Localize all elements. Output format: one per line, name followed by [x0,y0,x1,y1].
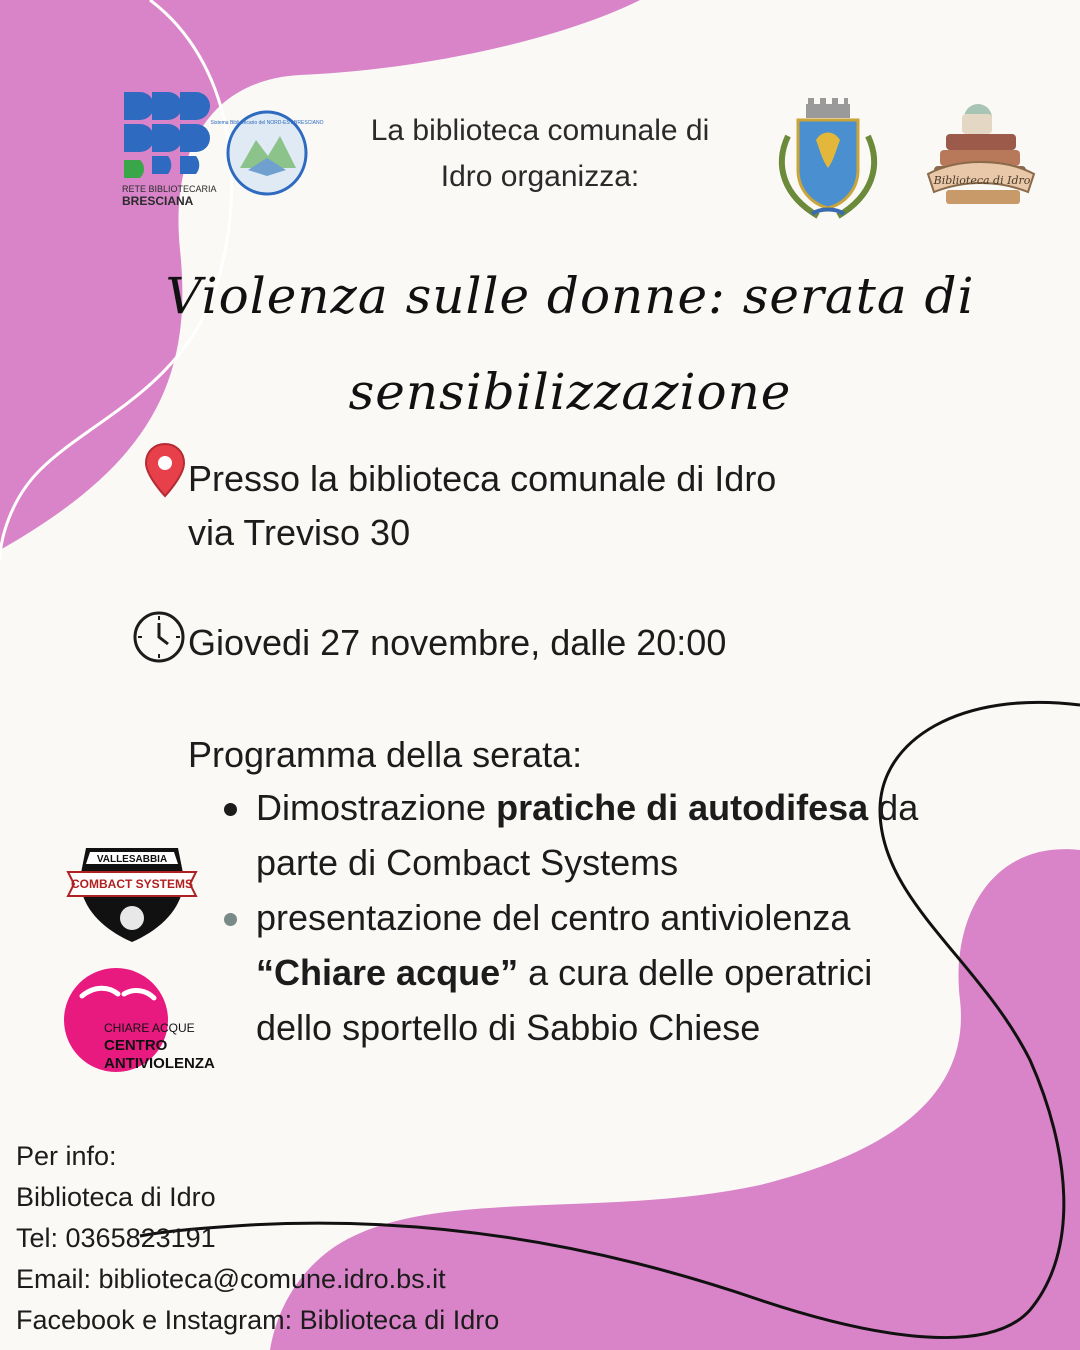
program-item-2-bold: “Chiare acque” [256,952,519,993]
clock-icon [132,610,186,664]
program-item-2-pre: presentazione del centro antiviolenza [256,897,851,938]
comune-crest-logo [768,96,888,228]
biblioteca-idro-logo [922,94,1040,218]
sistema-logo-text: Sistema Bibliotecario del NORD-EST BRESCIANO [210,120,324,126]
program-item-1-bold: pratiche di autodifesa [496,787,869,828]
program-item-1-post: da parte di Combact Systems [256,787,919,883]
chiare-line-3: ANTIVIOLENZA [104,1055,215,1072]
chiare-line-2: CENTRO [104,1037,168,1054]
rete-bibliotecaria-logo [118,88,217,210]
location-line-2: via Treviso 30 [188,512,411,553]
footer-line-1: Per info: [16,1141,117,1171]
title-line-2: sensibilizzazione [348,363,792,421]
title-line-1: Violenza sulle donne: serata di [165,267,975,325]
combact-top-text: VALLESABBIA [96,854,168,865]
combact-banner-text: COMBACT SYSTEMS [70,877,194,891]
chiare-line-1: CHIARE ACQUE [104,1021,195,1035]
contact-info [16,1136,499,1341]
program-item-1-pre: Dimostrazione [256,787,497,828]
event-title [140,248,1000,440]
rete-logo-line2: BRESCIANA [122,194,194,208]
combact-systems-logo [66,838,198,946]
sistema-bibliotecario-logo [210,110,324,196]
bullet-dot [224,803,237,816]
biblioteca-logo-text: Biblioteca di Idro [933,174,1031,187]
program-item-1 [220,780,920,890]
chiare-acque-logo [58,966,215,1082]
event-datetime: Giovedi 27 novembre, dalle 20:00 [188,622,727,663]
footer-email[interactable]: Email: biblioteca@comune.idro.bs.it [16,1264,446,1294]
program-heading: Programma della serata: [188,734,583,775]
header-line-1: La biblioteca comunale di [370,114,710,147]
footer-phone[interactable]: Tel: 0365823191 [16,1223,216,1253]
location-line-1: Presso la biblioteca comunale di Idro [188,458,777,499]
bullet-dot [224,913,237,926]
footer-line-2: Biblioteca di Idro [16,1182,216,1212]
location-pin-icon [144,442,186,498]
rete-logo-line1: RETE BIBLIOTECARIA [122,184,217,194]
program-item-2 [220,890,920,1055]
program-list [220,780,920,1055]
organizer-header [330,108,750,200]
location-block [188,452,776,560]
program-item-2-post: a cura delle operatrici dello sportello di Sabbio Chiese [256,952,873,1048]
header-line-2: Idro organizza: [440,160,640,193]
footer-social: Facebook e Instagram: Biblioteca di Idro [16,1305,500,1335]
